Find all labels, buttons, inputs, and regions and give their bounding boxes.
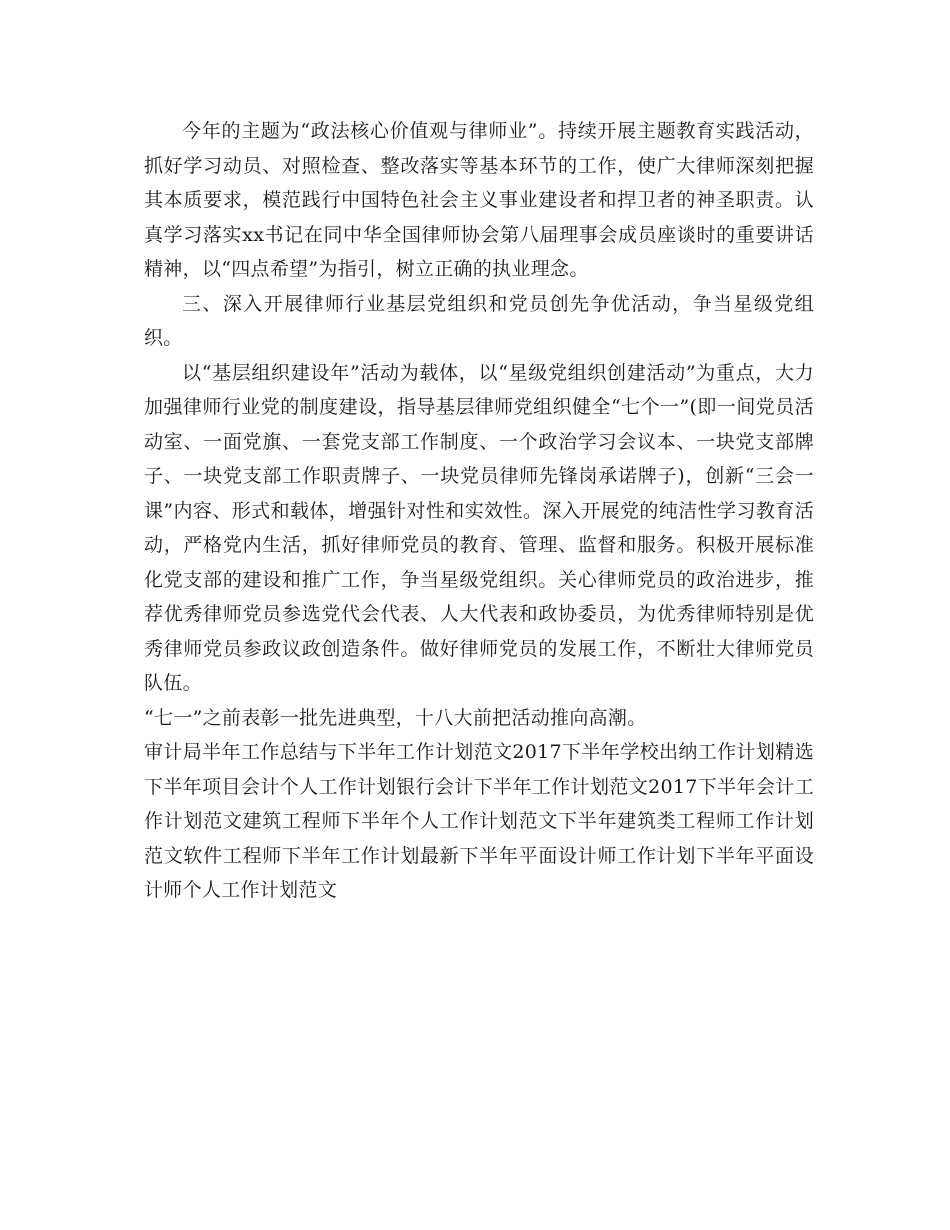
section-heading-three: 三、深入开展律师行业基层党组织和党员创先争优活动，争当星级党组织。 (144, 292, 814, 349)
related-articles-list: 审计局半年工作总结与下半年工作计划范文2017下半年学校出纳工作计划精选下半年项目会计个人工作计划银行会计下半年工作计划范文2017下半年会计工作计划范文建筑工程师下半年个人工作计划范文下半年建筑类工程师工作计划范文软件工程师下半年工作计划最新下半年平面设计师工作计划下半年平面设计师个人工作计划范文 (144, 741, 814, 901)
paragraph-july-first: “七一”之前表彰一批先进典型，十八大前把活动推向高潮。 (144, 706, 647, 729)
document-body (144, 114, 814, 908)
paragraph-party-building: 以“基层组织建设年”活动为载体，以“星级党组织创建活动”为重点，大力加强律师行业党的制度建设，指导基层律师党组织健全“七个一”(即一间党员活动室、一面党旗、一套党支部工作制度、一个政治学习会议本、一块党支部牌子、一块党支部工作职责牌子、一块党员律师先锋岗承诺牌子)，创新“三会一课”内容、形式和载体，增强针对性和实效性。深入开展党的纯洁性学习教育活动，严格党内生活，抓好律师党员的教育、管理、监督和服务。积极开展标准化党支部的建设和推广工作，争当星级党组织。关心律师党员的政治进步，推荐优秀律师党员参选党代会代表、人大代表和政协委员，为优秀律师特别是优秀律师党员参政议政创造条件。做好律师党员的发展工作，不断壮大律师党员队伍。 (144, 361, 814, 694)
paragraph-theme: 今年的主题为“政法核心价值观与律师业”。持续开展主题教育实践活动，抓好学习动员、对照检查、整改落实等基本环节的工作，使广大律师深刻把握其本质要求，模范践行中国特色社会主义事业建设者和捍卫者的神圣职责。认真学习落实xx书记在同中华全国律师协会第八届理事会成员座谈时的重要讲话精神，以“四点希望”为指引，树立正确的执业理念。 (144, 120, 814, 280)
